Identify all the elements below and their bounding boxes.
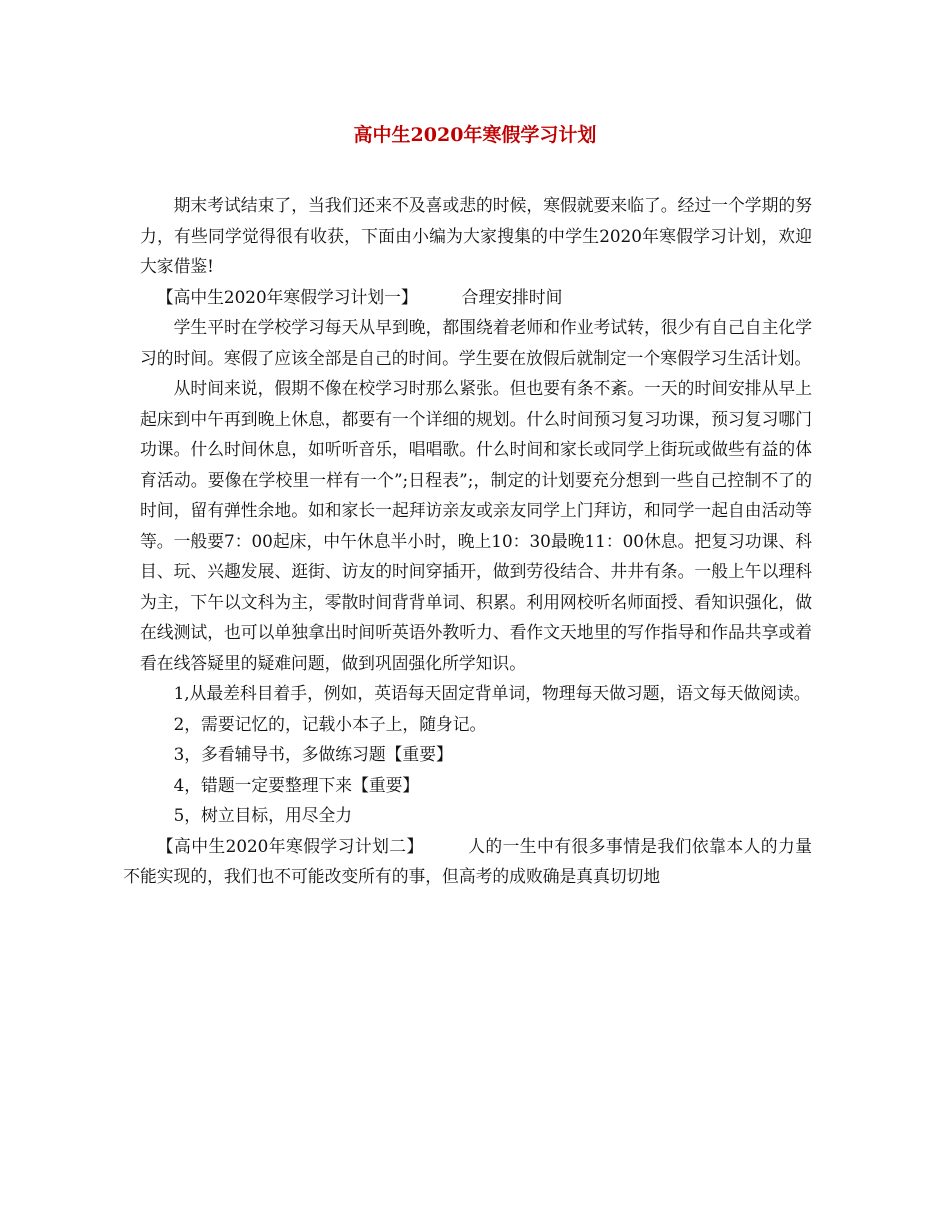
section2-paragraph xyxy=(123,831,812,892)
list-item: 5，树立目标，用尽全力 xyxy=(173,805,353,825)
document-title: 高中生2020年寒假学习计划 xyxy=(353,124,597,146)
section2-heading: 【高中生2020年寒假学习计划二】 xyxy=(156,835,424,856)
section1-heading-line xyxy=(123,282,812,313)
intro-paragraph: 期末考试结束了，当我们还来不及喜或悲的时候，寒假就要来临了。经过一个学期的努力，有些同学觉得很有收获，下面由小编为大家搜集的中学生2020年寒假学习计划，欢迎大家借鉴! xyxy=(140,195,812,276)
section2-text: 人的一生中有很多事情是我们依靠本人的力量不能实现的，我们也不可能改变所有的事，但高考的成败确是真真切切地 xyxy=(123,835,812,886)
list-item: 3，多看辅导书，多做练习题【重要】 xyxy=(173,744,453,764)
list-item: 1,从最差科目着手，例如，英语每天固定背单词，物理每天做习题，语文每天做阅读。 xyxy=(173,683,811,703)
list-item: 4，错题一定要整理下来【重要】 xyxy=(173,774,420,795)
section1-heading: 【高中生2020年寒假学习计划一】 xyxy=(156,286,418,307)
document-body xyxy=(123,190,812,892)
section1-paragraph-2: 从时间来说，假期不像在校学习时那么紧张。但也要有条不紊。一天的时间安排从早上起床到中午再到晚上休息，都要有一个详细的规划。什么时间预习复习功课，预习复习哪门功课。什么时间休息，如听听音乐，唱唱歌。什么时间和家长或同学上街玩或做些有益的体育活动。要像在学校里一样有一个”;日程表”;，制定的计划要充分想到一些自己控制不了的时间，留有弹性余地。如和家长一起拜访亲友或亲友同学上门拜访，和同学一起自由活动等等。一般要7：00起床，中午休息半小时，晚上10：30最晚11：00休息。把复习功课、科目、玩、兴趣发展、逛街、访友的时间穿插开，做到劳役结合、井井有条。一般上午以理科为主，下午以文科为主，零散时间背背单词、积累。利用网校听名师面授、看知识强化，做在线测试，也可以单独拿出时间听英语外教听力、看作文天地里的写作指导和作品共享或着看在线答疑里的疑难问题，做到巩固强化所学知识。 xyxy=(140,378,812,673)
section1-paragraph-1: 学生平时在学校学习每天从早到晚，都围绕着老师和作业考试转，很少有自己自主化学习的时间。寒假了应该全部是自己的时间。学生要在放假后就制定一个寒假学习生活计划。 xyxy=(140,317,812,368)
section1-subheading: 合理安排时间 xyxy=(461,286,563,307)
list-item: 2，需要记忆的，记载小本子上，随身记。 xyxy=(173,713,487,734)
